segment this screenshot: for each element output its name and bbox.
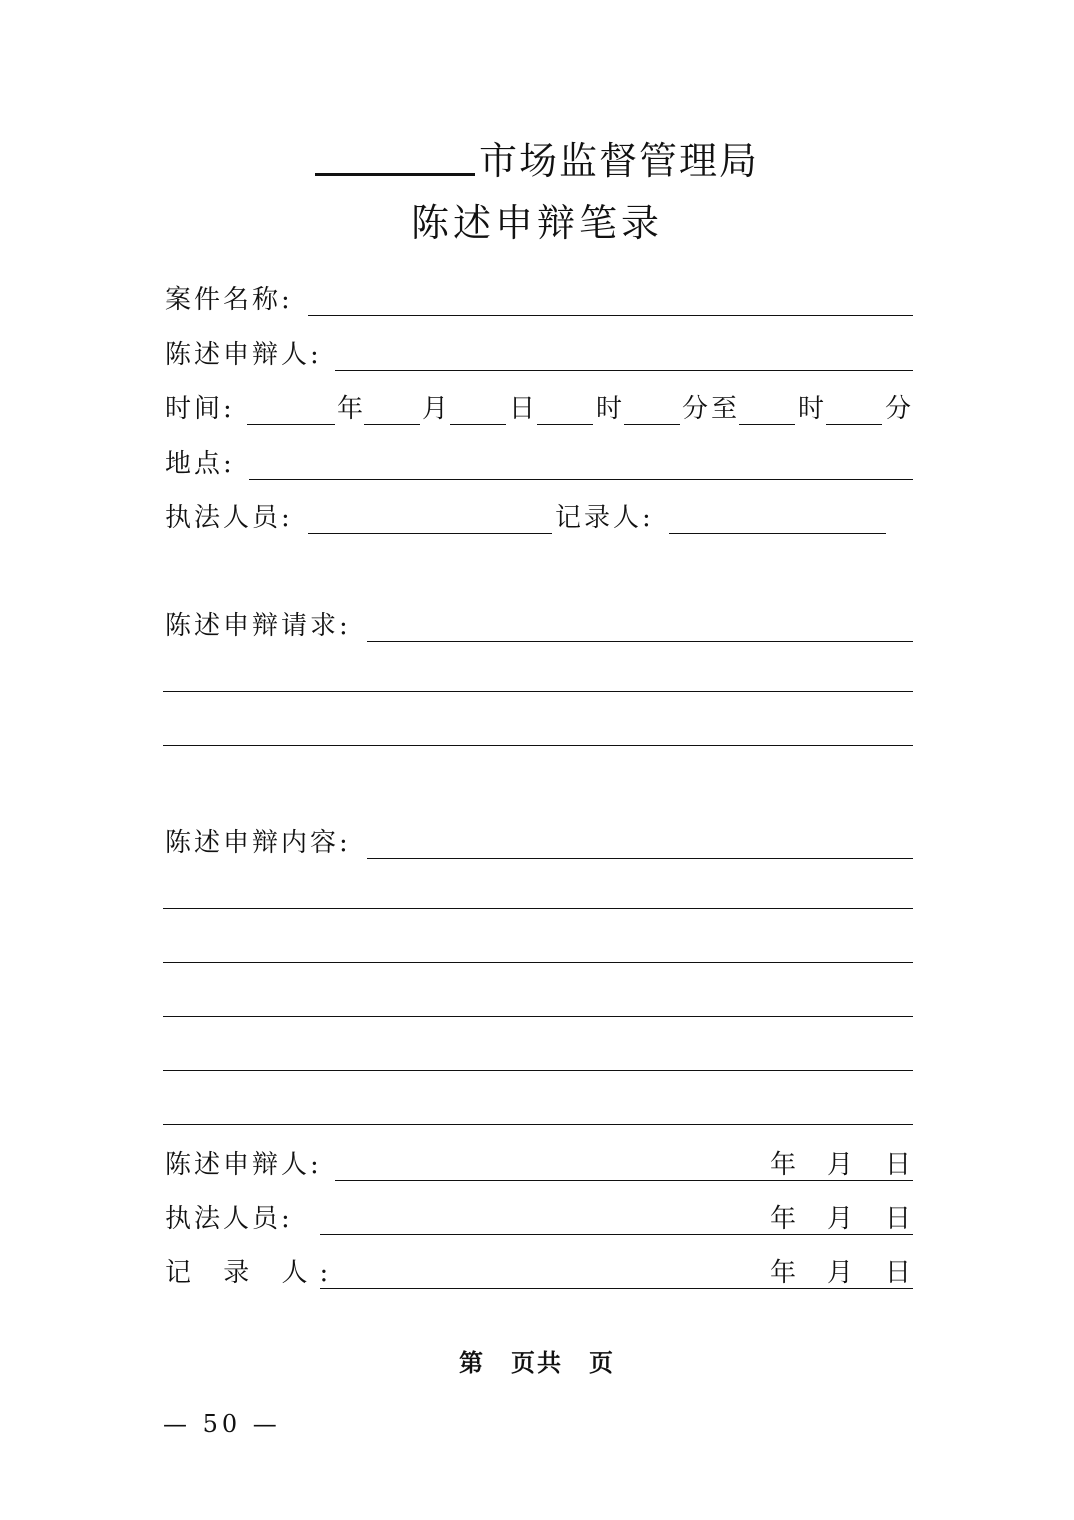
officers-row [165, 498, 913, 534]
recorder-field[interactable] [669, 533, 886, 534]
time-unit-year: 年 [337, 394, 367, 424]
place-label: 地点: [165, 449, 235, 479]
page-counter [0, 1343, 1074, 1378]
signature-day: 日 [885, 1258, 915, 1288]
signature-label: 陈述申辩人: [165, 1150, 322, 1180]
petitioner-field[interactable] [335, 370, 913, 371]
agency-title [0, 130, 1074, 185]
signature-month: 月 [827, 1204, 857, 1234]
recorder-label: 记录人: [555, 503, 654, 533]
hour-start-field[interactable] [537, 424, 593, 425]
signature-field[interactable] [320, 1234, 913, 1235]
request-line[interactable] [163, 691, 913, 692]
time-unit-minute-end: 分 [885, 394, 915, 424]
time-unit-minute-to: 分至 [682, 394, 741, 424]
content-field[interactable] [367, 858, 913, 859]
signature-year: 年 [770, 1150, 800, 1180]
year-field[interactable] [247, 424, 335, 425]
request-field[interactable] [367, 641, 913, 642]
place-row [165, 444, 913, 480]
content-line[interactable] [163, 962, 913, 963]
request-row [165, 606, 913, 642]
month-field[interactable] [364, 424, 420, 425]
petitioner-row [165, 335, 913, 371]
time-unit-month: 月 [422, 394, 452, 424]
request-line[interactable] [163, 745, 913, 746]
minute-end-field[interactable] [826, 424, 882, 425]
signature-row-officers [165, 1199, 913, 1235]
content-line[interactable] [163, 1124, 913, 1125]
petitioner-label: 陈述申辩人: [165, 340, 322, 370]
signature-row-recorder [165, 1253, 913, 1289]
place-field[interactable] [249, 479, 913, 480]
time-unit-hour: 时 [596, 394, 626, 424]
signature-year: 年 [770, 1204, 800, 1234]
case-name-field[interactable] [308, 315, 913, 316]
content-line[interactable] [163, 1070, 913, 1071]
agency-name-blank[interactable] [315, 143, 475, 176]
hour-end-field[interactable] [739, 424, 795, 425]
content-line[interactable] [163, 1016, 913, 1017]
signature-year: 年 [770, 1258, 800, 1288]
officers-label: 执法人员: [165, 503, 293, 533]
page-counter-last: 页 [589, 1348, 615, 1377]
signature-row-petitioner [165, 1145, 913, 1181]
request-label: 陈述申辩请求: [165, 611, 351, 641]
case-name-row [165, 280, 913, 316]
signature-month: 月 [827, 1258, 857, 1288]
officers-field[interactable] [308, 533, 552, 534]
page-counter-middle: 页共 [511, 1348, 563, 1377]
time-label: 时间: [165, 394, 235, 424]
day-field[interactable] [450, 424, 506, 425]
page-counter-first: 第 [459, 1348, 485, 1377]
page-number: — 50 — [163, 1410, 281, 1438]
signature-month: 月 [827, 1150, 857, 1180]
content-label: 陈述申辩内容: [165, 828, 351, 858]
time-unit-day: 日 [509, 394, 539, 424]
content-row [165, 823, 913, 859]
signature-day: 日 [885, 1150, 915, 1180]
agency-suffix: 市场监督管理局 [478, 139, 759, 183]
minute-start-field[interactable] [624, 424, 680, 425]
signature-day: 日 [885, 1204, 915, 1234]
signature-label: 执法人员: [165, 1204, 293, 1234]
content-line[interactable] [163, 908, 913, 909]
time-unit-hour-end: 时 [798, 394, 828, 424]
signature-label: 记 录 人: [165, 1258, 341, 1288]
signature-field[interactable] [320, 1288, 913, 1289]
case-name-label: 案件名称: [165, 285, 293, 315]
document-title: 陈述申辩笔录 [410, 201, 663, 245]
time-row [165, 389, 913, 425]
